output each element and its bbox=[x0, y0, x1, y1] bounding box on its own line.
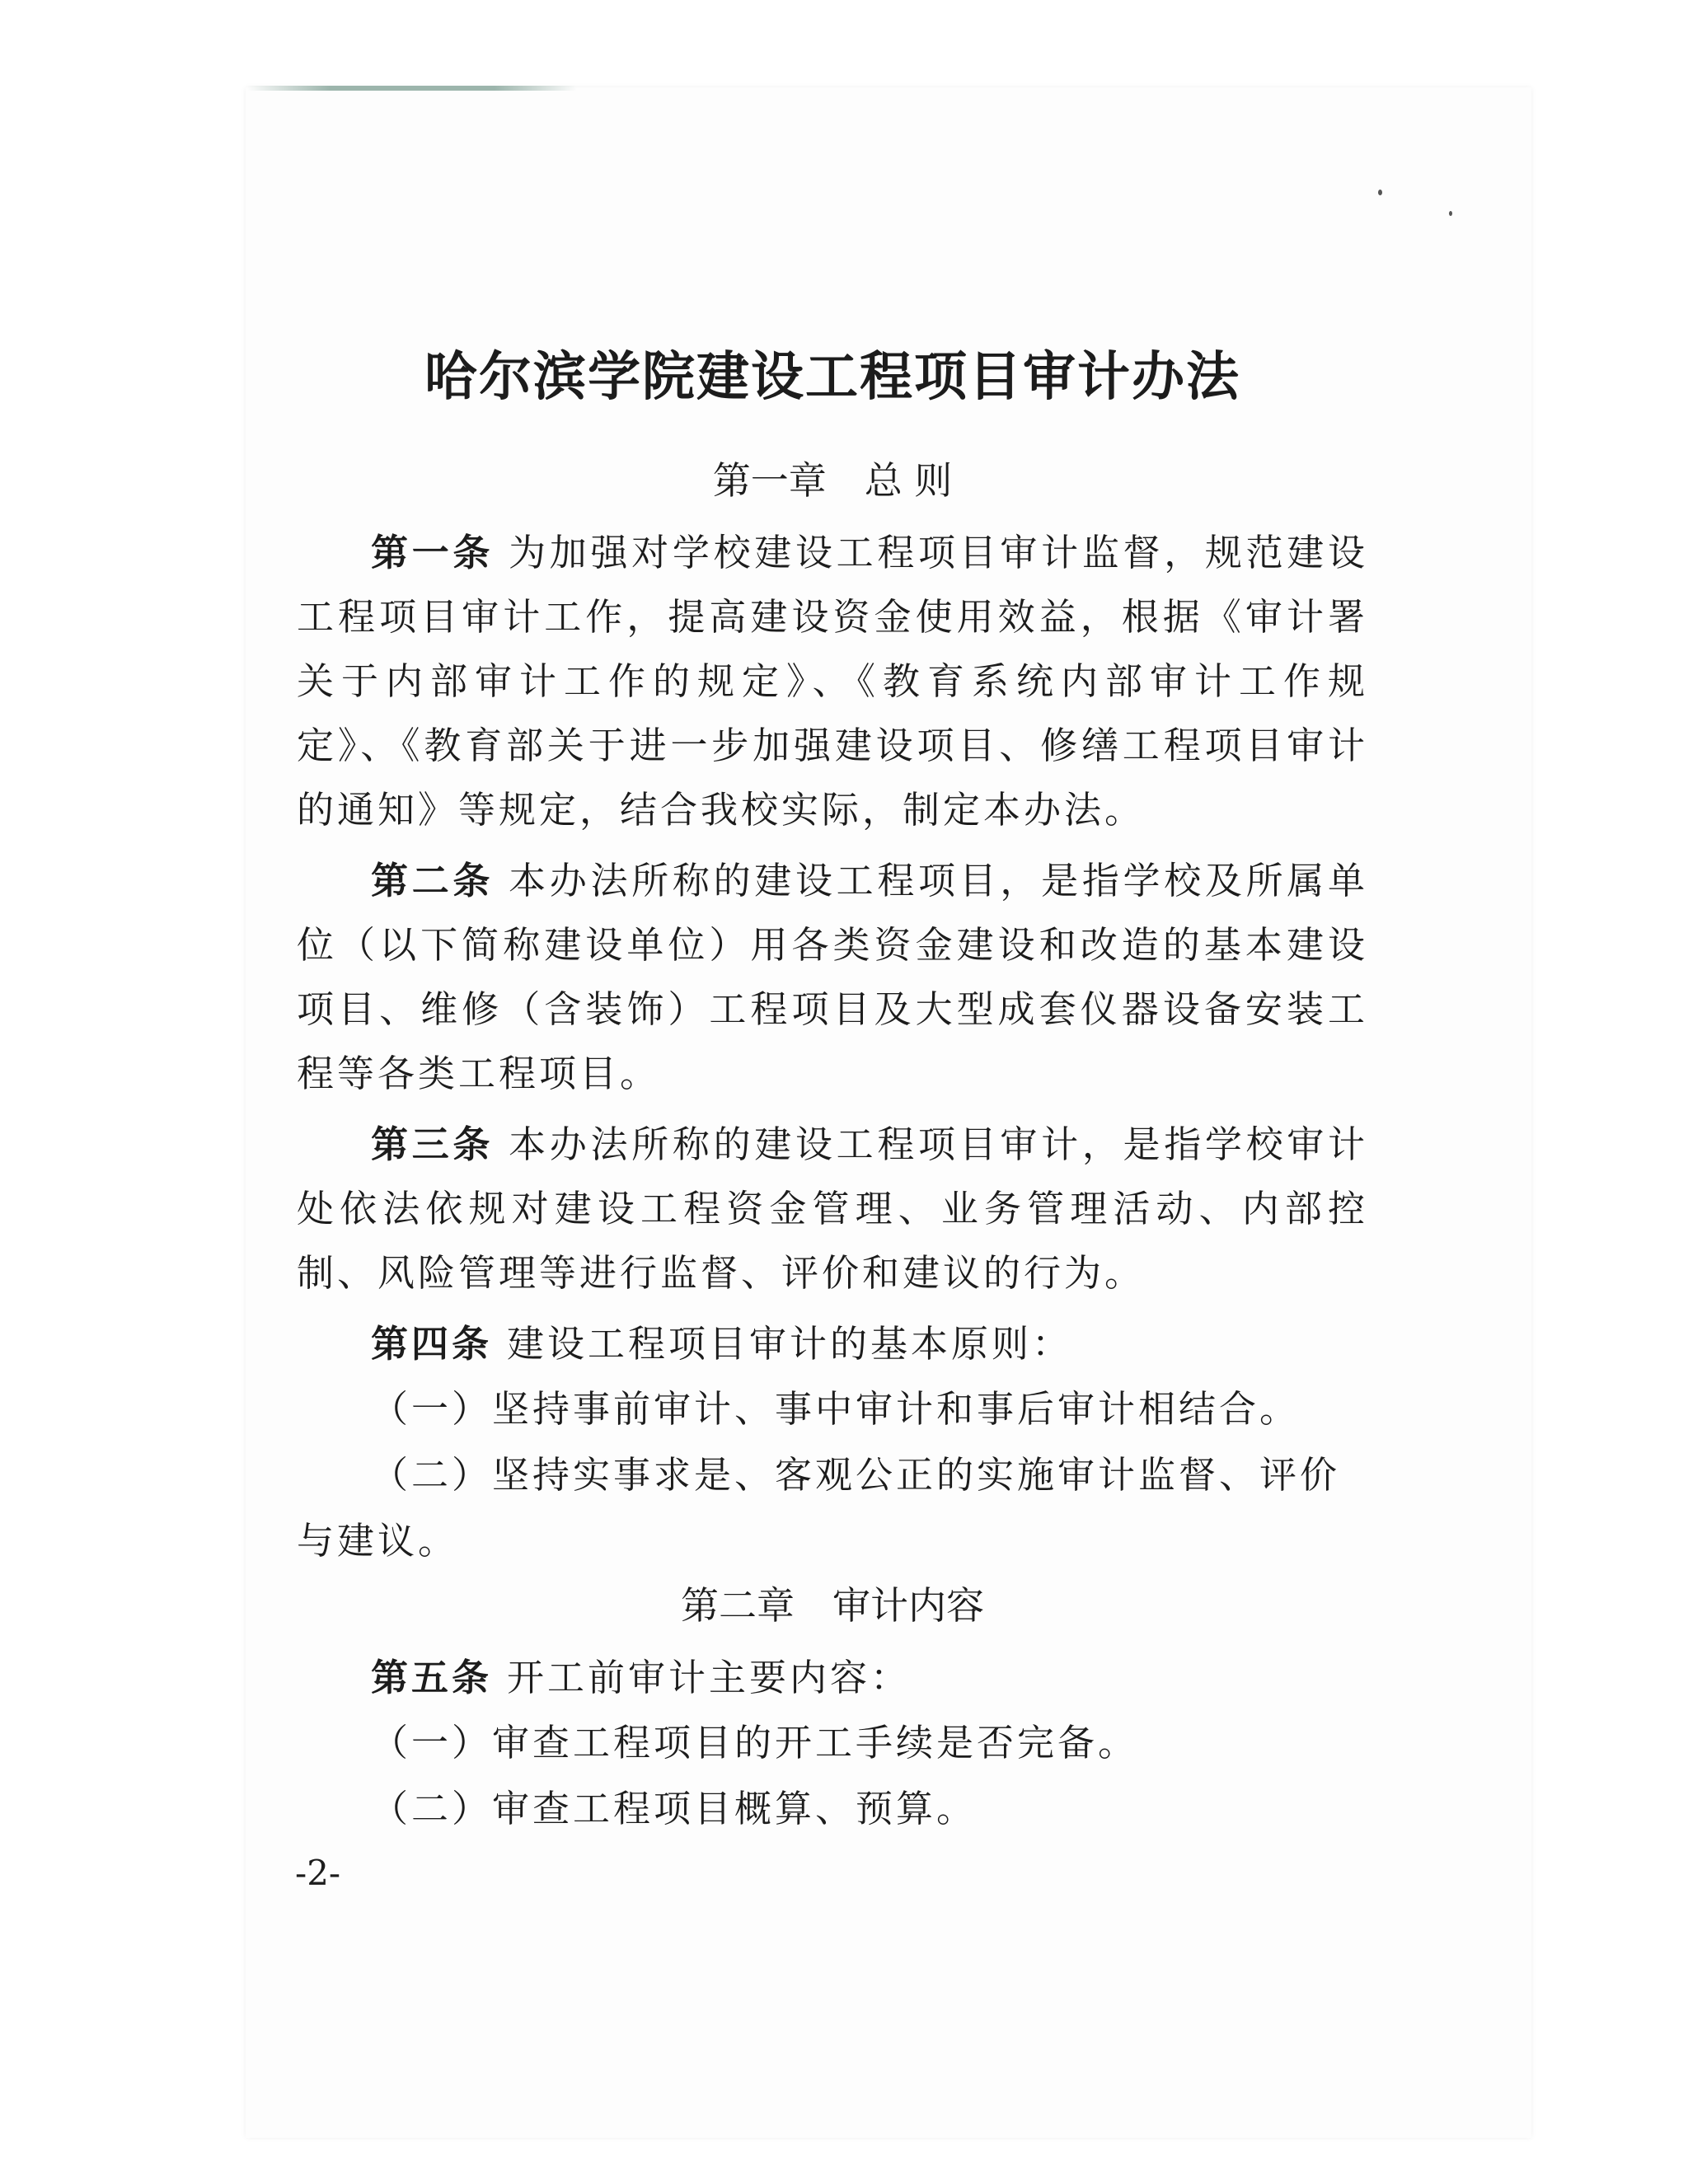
scan-speck bbox=[1449, 211, 1452, 216]
chapter-heading-2 bbox=[297, 1577, 1368, 1634]
article-text: 开工前审计主要内容： bbox=[507, 1655, 912, 1699]
article-2 bbox=[297, 849, 1368, 1106]
article-label: 第五条 bbox=[371, 1655, 493, 1699]
document-body bbox=[297, 346, 1368, 1842]
chapter-name: 审计内容 bbox=[832, 1582, 984, 1628]
scan-speck bbox=[1378, 190, 1382, 195]
list-item: （二）坚持实事求是、客观公正的实施审计监督、评价与建议。 bbox=[297, 1452, 1341, 1563]
article-4 bbox=[297, 1312, 1368, 1376]
article-label: 第一条 bbox=[371, 530, 495, 574]
article-5 bbox=[297, 1646, 1368, 1710]
article-text: 建设工程项目审计的基本原则： bbox=[507, 1321, 1073, 1366]
document-title: 哈尔滨学院建设工程项目审计办法 bbox=[424, 346, 1240, 408]
list-item: （一）坚持事前审计、事中审计和事后审计相结合。 bbox=[371, 1386, 1301, 1431]
scan-edge-mark bbox=[247, 86, 577, 91]
list-item: （二）审查工程项目概算、预算。 bbox=[371, 1786, 978, 1830]
article-text: 本办法所称的建设工程项目，是指学校及所属单位（以下简称建设单位）用各类资金建设和改造的基本建设项目、维修（含装饰）工程项目及大型成套仪器设备安装工程等各类工程项目。 bbox=[297, 858, 1368, 1095]
chapter-number: 第一章 bbox=[712, 457, 827, 503]
article-3 bbox=[297, 1113, 1368, 1305]
chapter-number: 第二章 bbox=[681, 1582, 795, 1628]
article-text: 为加强对学校建设工程项目审计监督，规范建设工程项目审计工作，提高建设资金使用效益，根据《审计署关于内部审计工作的规定》、《教育系统内部审计工作规定》、《教育部关于进一步加强建设项目、修缮工程项目审计的通知》等规定，结合我校实际，制定本办法。 bbox=[297, 530, 1368, 832]
page-number: -2- bbox=[295, 1853, 341, 1893]
list-item: （一）审查工程项目的开工手续是否完备。 bbox=[371, 1720, 1139, 1765]
article-label: 第三条 bbox=[371, 1122, 495, 1166]
chapter-name: 总 则 bbox=[864, 457, 953, 503]
article-text: 本办法所称的建设工程项目审计，是指学校审计处依法依规对建设工程资金管理、业务管理活动、内部控制、风险管理等进行监督、评价和建议的行为。 bbox=[297, 1122, 1368, 1295]
article-1 bbox=[297, 521, 1368, 842]
chapter-heading-1 bbox=[297, 452, 1368, 509]
article-label: 第二条 bbox=[371, 858, 495, 902]
article-label: 第四条 bbox=[371, 1321, 493, 1366]
